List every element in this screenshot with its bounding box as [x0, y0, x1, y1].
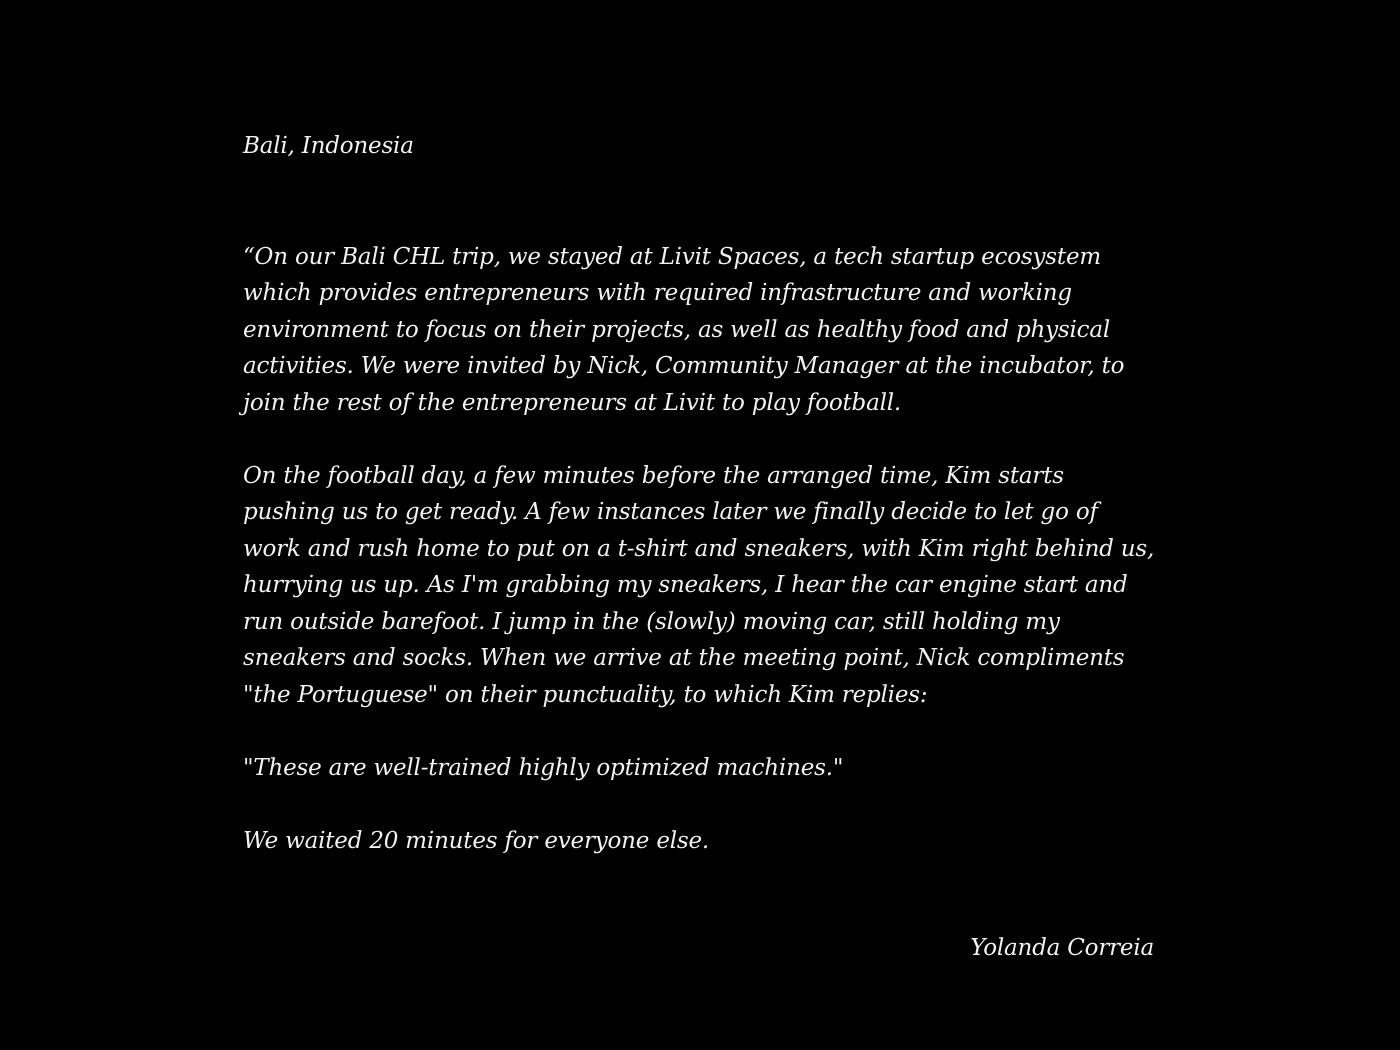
- story-paragraph-1: “On our Bali CHL trip, we stayed at Livit Spaces, a tech startup ecosystem which provides entrepreneurs with required infrastructure and working environment to focus on their projects, as well as healthy food and physical activities. We were invited by Nick, Community Manager at the incubator, to join the rest of the entrepreneurs at Livit to play football.: [243, 243, 1125, 416]
- story-paragraph-2: On the football day, a few minutes before the arranged time, Kim starts pushing us to get ready. A few instances later we finally decide to let go of work and rush home to put on a t-shirt and sneakers, with Kim right behind us, hurrying us up. As I'm grabbing my sneakers, I hear the car engine start and run outside barefoot. I jump in the (slowly) moving car, still holding my sneakers and socks. When we arrive at the meeting point, Nick compliments "the Portuguese" on their punctuality, to which Kim replies:: [243, 462, 1155, 708]
- story-body: [243, 239, 1155, 860]
- author-signature: Yolanda Correia: [970, 935, 1154, 961]
- story-paragraph-closing: We waited 20 minutes for everyone else.: [243, 827, 710, 854]
- story-quote: "These are well-trained highly optimized machines.": [243, 754, 844, 781]
- story-page: [243, 128, 1155, 896]
- location-heading: Bali, Indonesia: [243, 133, 414, 159]
